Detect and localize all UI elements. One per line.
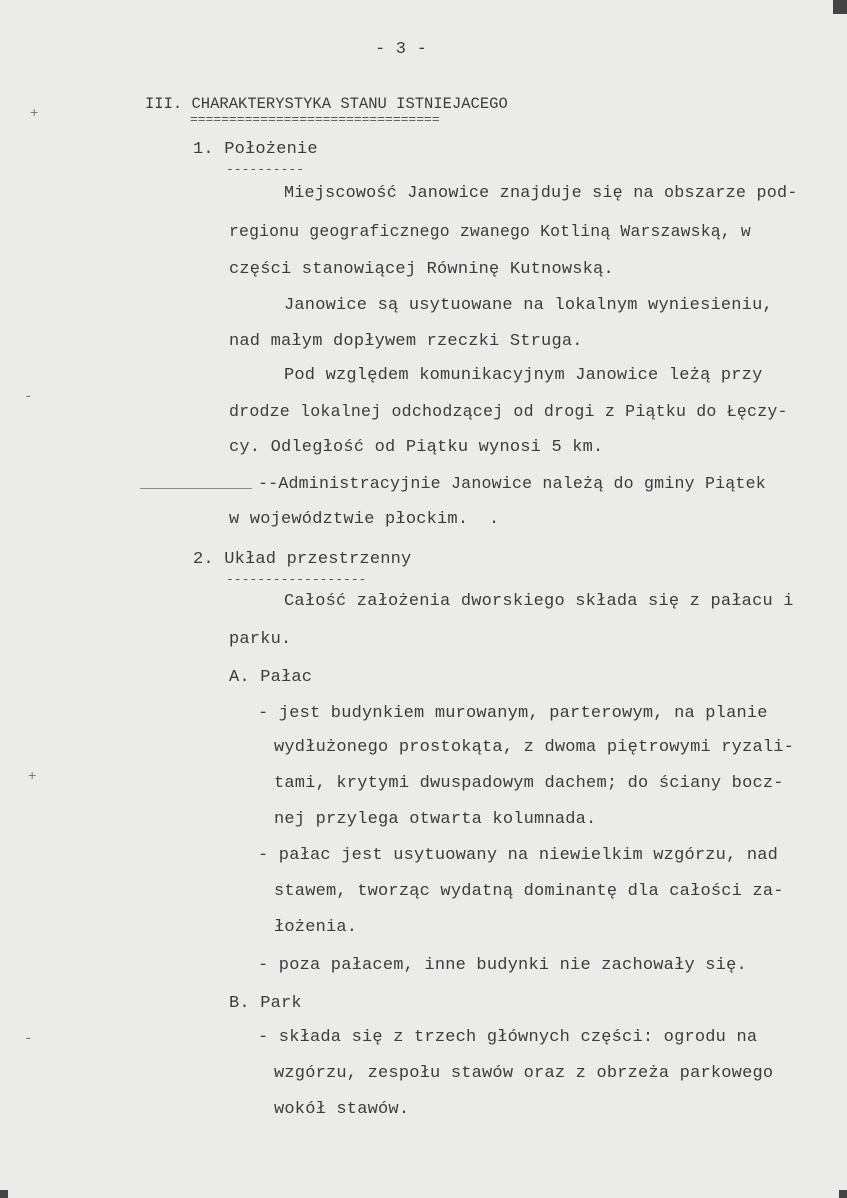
- body-line: Janowice są usytuowane na lokalnym wyniesieniu,: [284, 296, 773, 315]
- list-item: - pałac jest usytuowany na niewielkim wzgórzu, nad: [258, 846, 779, 865]
- list-item: wokół stawów.: [274, 1100, 410, 1119]
- body-line: cy. Odległość od Piątku wynosi 5 km.: [229, 438, 604, 457]
- scan-corner-mark: [833, 0, 847, 14]
- stray-dash: [140, 488, 252, 489]
- list-item: łożenia.: [274, 918, 358, 937]
- body-line: Pod względem komunikacyjnym Janowice leżą przy: [284, 366, 763, 385]
- margin-mark: +: [30, 106, 39, 122]
- list-item: - jest budynkiem murowanym, parterowym, na planie: [258, 704, 768, 723]
- scan-corner-mark: [0, 1190, 8, 1198]
- body-line: w województwie płockim. .: [229, 510, 500, 529]
- section-title: III. CHARAKTERYSTYKA STANU ISTNIEJACEGO: [145, 95, 508, 113]
- subsection-heading: 1. Położenie: [193, 140, 318, 159]
- section-title-underline: ================================: [190, 112, 440, 127]
- body-line: regionu geograficznego zwanego Kotliną Warszawską, w: [229, 222, 751, 241]
- subsection-heading: 2. Układ przestrzenny: [193, 550, 412, 569]
- scan-corner-mark: [839, 1190, 847, 1198]
- body-line: parku.: [229, 630, 292, 649]
- list-item: tami, krytymi dwuspadowym dachem; do ściany bocz-: [274, 774, 784, 793]
- margin-mark: +: [28, 769, 37, 785]
- page-number: - 3 -: [375, 40, 428, 59]
- body-line: nad małym dopływem rzeczki Struga.: [229, 332, 583, 351]
- subsection-heading-underline: ------------------: [226, 572, 367, 587]
- body-line: części stanowiącej Równinę Kutnowską.: [229, 260, 614, 279]
- body-line: Całość założenia dworskiego składa się z pałacu i: [284, 592, 794, 611]
- margin-mark: -: [24, 389, 33, 405]
- body-line: Miejscowość Janowice znajduje się na obszarze pod-: [284, 184, 798, 203]
- list-item: wydłużonego prostokąta, z dwoma piętrowymi ryzali-: [274, 738, 795, 757]
- list-item: wzgórzu, zespołu stawów oraz z obrzeża parkowego: [274, 1064, 774, 1083]
- item-heading: A. Pałac: [229, 668, 313, 687]
- list-item: nej przylega otwarta kolumnada.: [274, 810, 597, 829]
- margin-mark: -: [24, 1031, 33, 1047]
- body-line: drodze lokalnej odchodzącej od drogi z Piątku do Łęczy-: [229, 402, 788, 421]
- list-item: - składa się z trzech głównych części: ogrodu na: [258, 1028, 758, 1047]
- item-heading: B. Park: [229, 994, 302, 1013]
- body-line: --Administracyjnie Janowice należą do gminy Piątek: [258, 474, 766, 493]
- subsection-heading-underline: ----------: [226, 162, 305, 177]
- list-item: stawem, tworząc wydatną dominantę dla całości za-: [274, 882, 784, 901]
- list-item: - poza pałacem, inne budynki nie zachowały się.: [258, 956, 747, 975]
